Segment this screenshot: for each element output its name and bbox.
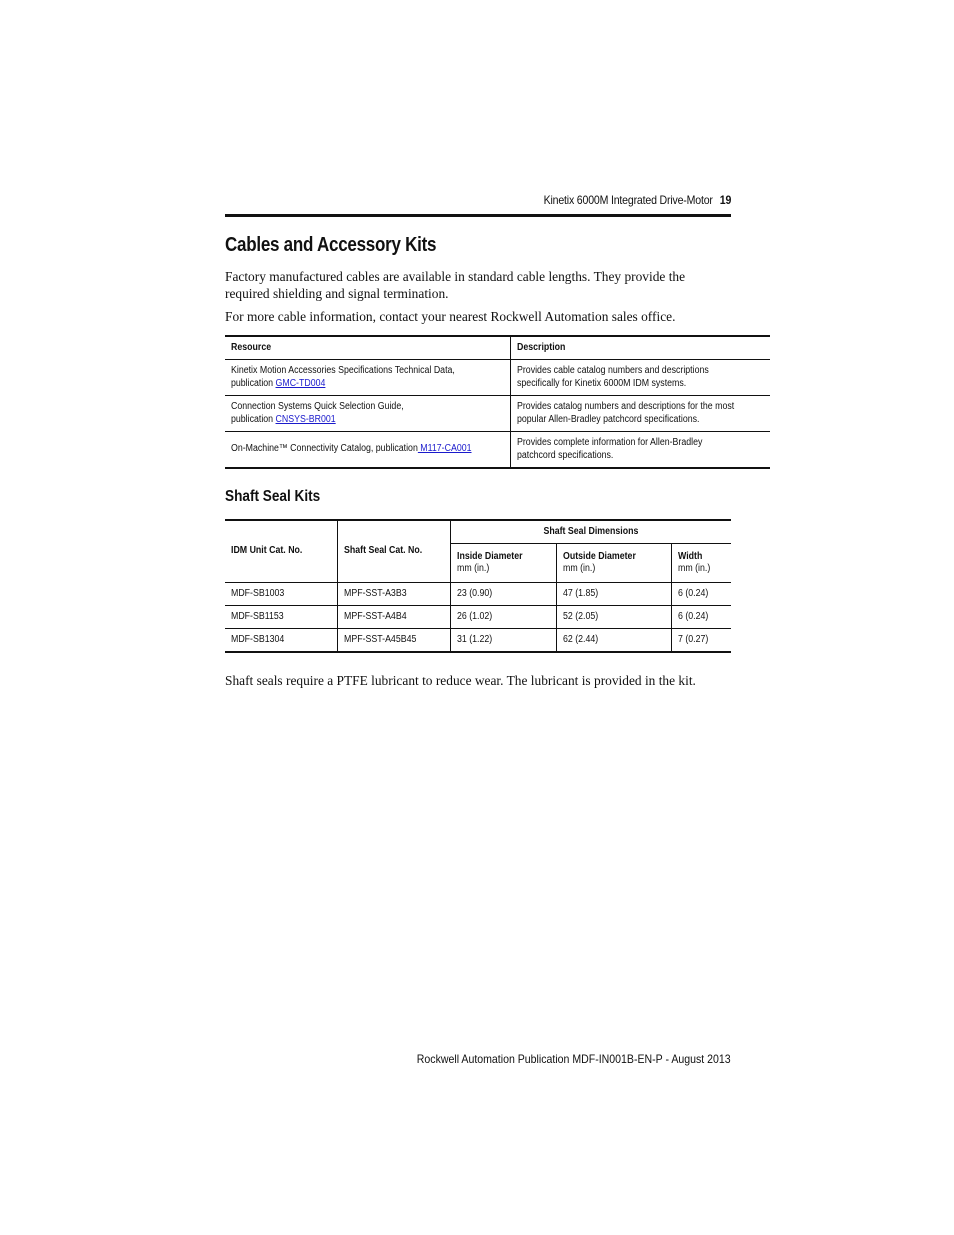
- section-title-shaft-seal-kits: Shaft Seal Kits: [225, 488, 321, 505]
- resource-cell: Kinetix Motion Accessories Specifications Technical Data, publication GMC-TD004: [225, 360, 511, 396]
- inside-diameter-cell: 23 (0.90): [451, 583, 557, 606]
- shaft-seal-cell: MPF-SST-A45B45: [338, 629, 451, 653]
- description-cell: Provides complete information for Allen-Bradley patchcord specifications.: [511, 432, 770, 469]
- cables-paragraph-1: Factory manufactured cables are available in standard cable lengths. They provide the required shielding and signal termination.: [225, 269, 686, 301]
- publication-link-cnsys-br001[interactable]: CNSYS-BR001: [275, 413, 336, 425]
- shaft-seal-dimensions-header: Shaft Seal Dimensions: [451, 520, 732, 544]
- table-row: [225, 360, 770, 396]
- shaft-seal-note: Shaft seals require a PTFE lubricant to reduce wear. The lubricant is provided in the kit.: [225, 673, 696, 688]
- inside-diameter-header: Inside Diameter mm (in.): [451, 544, 557, 583]
- publication-link-m117-ca001[interactable]: M117-CA001: [417, 443, 472, 455]
- shaft-seal-cell: MPF-SST-A4B4: [338, 606, 451, 629]
- width-cell: 7 (0.27): [672, 629, 731, 653]
- shaft-seal-cell: MPF-SST-A3B3: [338, 583, 451, 606]
- idm-unit-cell: MDF-SB1003: [225, 583, 338, 606]
- outside-diameter-cell: 52 (2.05): [556, 606, 672, 629]
- table-row: [225, 583, 731, 606]
- resource-cell: On-Machine™ Connectivity Catalog, publication M117-CA001: [225, 432, 511, 469]
- idm-unit-cell: MDF-SB1153: [225, 606, 338, 629]
- outside-diameter-cell: 62 (2.44): [556, 629, 672, 653]
- page-number: 19: [719, 193, 731, 207]
- outside-diameter-header: Outside Diameter mm (in.): [556, 544, 672, 583]
- cables-paragraph-2: For more cable information, contact your nearest Rockwell Automation sales office.: [225, 309, 676, 324]
- running-header: [543, 193, 731, 207]
- description-cell: Provides cable catalog numbers and descriptions specifically for Kinetix 6000M IDM systems.: [511, 360, 770, 396]
- publication-link-gmc-td004[interactable]: GMC-TD004: [275, 377, 326, 389]
- resource-table: [225, 335, 770, 469]
- table-row: [225, 606, 731, 629]
- idm-unit-header: IDM Unit Cat. No.: [225, 520, 338, 583]
- seal-table-header-row: [225, 520, 731, 544]
- description-cell: Provides catalog numbers and descriptions for the most popular Allen-Bradley patchcord specifications.: [511, 396, 770, 432]
- width-cell: 6 (0.24): [672, 583, 731, 606]
- width-cell: 6 (0.24): [672, 606, 731, 629]
- header-rule: [225, 214, 731, 217]
- idm-unit-cell: MDF-SB1304: [225, 629, 338, 653]
- resource-table-header-row: [225, 336, 770, 360]
- resource-header: Resource: [225, 336, 511, 360]
- inside-diameter-cell: 31 (1.22): [451, 629, 557, 653]
- table-row: [225, 396, 770, 432]
- width-header: Width mm (in.): [672, 544, 731, 583]
- shaft-seal-table: [225, 519, 731, 653]
- inside-diameter-cell: 26 (1.02): [451, 606, 557, 629]
- header-title: Kinetix 6000M Integrated Drive-Motor: [543, 193, 713, 207]
- resource-cell: Connection Systems Quick Selection Guide, publication CNSYS-BR001: [225, 396, 511, 432]
- outside-diameter-cell: 47 (1.85): [556, 583, 672, 606]
- table-row: [225, 629, 731, 653]
- shaft-seal-header: Shaft Seal Cat. No.: [338, 520, 451, 583]
- table-row: [225, 432, 770, 469]
- section-title-cables: Cables and Accessory Kits: [225, 234, 437, 256]
- page-footer: Rockwell Automation Publication MDF-IN001B-EN-P - August 2013: [417, 1052, 731, 1066]
- description-header: Description: [511, 336, 770, 360]
